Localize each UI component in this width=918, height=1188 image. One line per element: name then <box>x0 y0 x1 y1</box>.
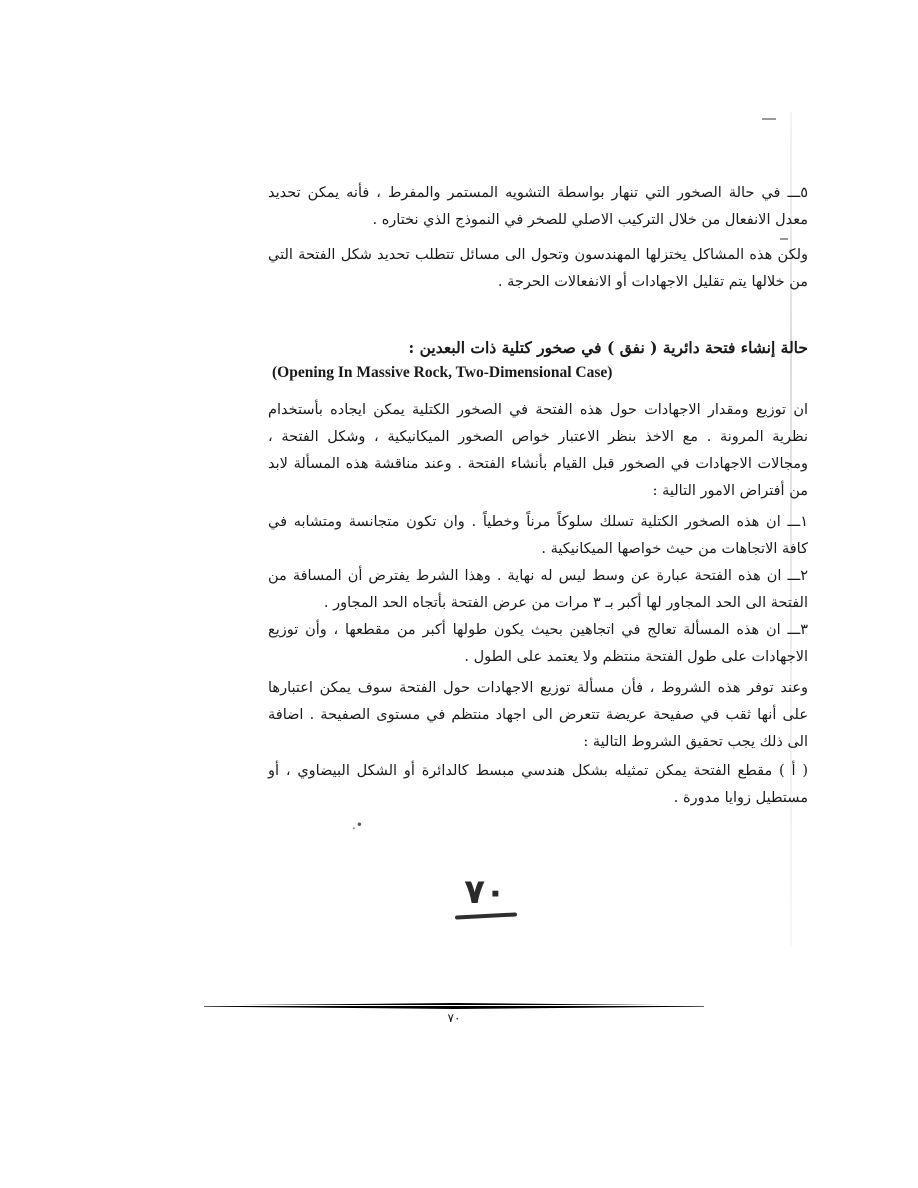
handwritten-page-number: ٧٠ <box>464 872 506 912</box>
paragraph-engineers: ولكن هذه المشاكل يختزلها المهندسون وتحول الى مسائل تتطلب تحديد شكل الفتحة التي من خلالها يتم تقليل الاجهادات أو الانفعالات الحرجة . <box>268 247 808 290</box>
stray-mark: .• <box>352 818 363 832</box>
handwritten-underline <box>455 912 517 919</box>
paragraph-item-5: ٥ـــ في حالة الصخور التي تنهار بواسطة التشويه المستمر والمفرط ، فأنه يمكن تحديد معدل الانفعال من خلال التركيب الاصلي للصخر في النموذج الذي نختاره . <box>268 185 808 228</box>
paragraph-intro: ان توزيع ومقدار الاجهادات حول هذه الفتحة في الصخور الكتلية يمكن ايجاده بأستخدام نظرية المرونة . مع الاخذ بنظر الاعتبار خواص الصخور الميكانيكية ، وشكل الفتحة ، ومجالات الاجهادات في الصخور قبل القيام بأنشاء الفتحة . وعند مناقشة هذه المسألة لابد من أفتراض الامور التالية : <box>268 402 808 499</box>
section-heading-arabic: حالة إنشاء فتحة دائرية ( نفق ) في صخور كتلية ذات البعدين : <box>408 338 808 357</box>
section-heading-english: (Opening In Massive Rock, Two-Dimensional Case) <box>272 364 613 381</box>
footer-rule <box>204 1003 704 1009</box>
footer-page-number: ٧٠ <box>447 1011 461 1025</box>
body-text-main <box>268 397 808 812</box>
body-text-top <box>268 180 808 296</box>
scan-tick-mark <box>762 118 776 120</box>
list-item-2: ٢ـــ ان هذه الفتحة عبارة عن وسط ليس له نهاية . وهذا الشرط يفترض أن المسافة من الفتحة الى الحد المجاور لها أكبر بـ ٣ مرات من عرض الفتحة بأتجاه الحد المجاور . <box>268 568 808 611</box>
list-item-1: ١ـــ ان هذه الصخور الكتلية تسلك سلوكاً مرناً وخطياً . وان تكون متجانسة ومتشابه في كافة الاتجاهات من حيث خواصها الميكانيكية . <box>268 514 808 557</box>
list-item-a: ( أ ) مقطع الفتحة يمكن تمثيله بشكل هندسي مبسط كالدائرة أو الشكل البيضاوي ، أو مستطيل زوايا مدورة . <box>268 763 808 806</box>
list-item-3: ٣ـــ ان هذه المسألة تعالج في اتجاهين بحيث يكون طولها أكبر من مقطعها ، وأن توزيع الاجهادات على طول الفتحة منتظم ولا يعتمد على الطول . <box>268 622 808 665</box>
paragraph-conditions: وعند توفر هذه الشروط ، فأن مسألة توزيع الاجهادات حول الفتحة سوف يمكن اعتبارها على أنها ثقب في صفيحة عريضة تتعرض الى اجهاد منتظم في مستوى الصفيحة . اضافة الى ذلك يجب تحقيق الشروط التالية : <box>268 680 808 750</box>
